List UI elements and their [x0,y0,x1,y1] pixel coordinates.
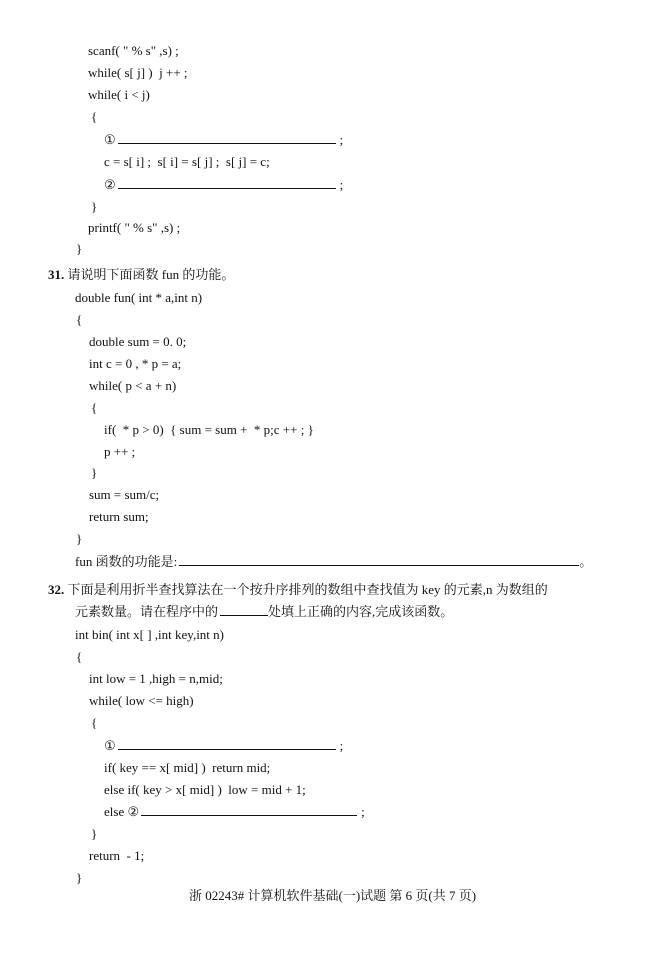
code-brace: } [76,531,83,546]
code-semicolon: ; [339,132,344,147]
blank-prefix: else ② [104,804,140,819]
code-line: p ++ ; [104,444,136,459]
fill-blank-1 [104,131,343,149]
question-32-title [48,581,548,599]
answer-blank [118,737,336,750]
code-line: if( key == x[ mid] ) return mid; [104,760,271,775]
answer-blank [118,131,336,144]
code-line: c = s[ i] ; s[ i] = s[ j] ; s[ j] = c; [104,154,270,169]
code-brace: } [91,826,98,841]
code-semicolon: ; [339,738,344,753]
code-line: while( i < j) [88,87,150,102]
inline-blank [220,603,268,616]
code-line: double sum = 0. 0; [89,334,187,349]
answer-end: 。 [579,554,593,569]
code-line: while( low <= high) [89,693,194,708]
code-brace: } [76,241,83,256]
page-footer: 浙 02243# 计算机软件基础(一)试题 第 6 页(共 7 页) [189,888,477,903]
question-text: 元素数量。请在程序中的 [75,604,219,619]
code-brace: { [91,400,98,415]
code-brace: { [91,715,98,730]
code-line: int bin( int x[ ] ,int key,int n) [75,627,224,642]
code-line: while( p < a + n) [89,378,177,393]
answer-label: fun 函数的功能是: [75,554,178,569]
code-brace: } [91,465,98,480]
code-line: scanf( " % s" ,s) ; [88,43,179,58]
blank-marker: ① [104,132,116,147]
blank-marker: ② [104,177,116,192]
code-brace: { [76,312,83,327]
question-number: 31. [48,267,65,282]
answer-blank [179,553,579,566]
code-brace: { [91,109,98,124]
question-number: 32. [48,582,65,597]
answer-line [75,553,592,571]
code-line: sum = sum/c; [89,487,160,502]
code-semicolon: ; [361,804,365,819]
question-text: 请说明下面函数 fun 的功能。 [67,267,235,282]
code-brace: } [76,870,83,885]
fill-blank-1 [104,737,343,755]
code-line: return - 1; [89,848,145,863]
code-semicolon: ; [339,177,344,192]
answer-blank [141,803,357,816]
blank-marker: ① [104,738,116,753]
code-line: return sum; [89,509,149,524]
code-line: while( s[ j] ) j ++ ; [88,65,188,80]
code-line: if( * p > 0) { sum = sum + * p;c ++ ; } [104,422,314,437]
question-text: 处填上正确的内容,完成该函数。 [268,604,454,619]
fill-blank-2 [104,176,343,194]
code-line: double fun( int * a,int n) [75,290,203,305]
fill-blank-2 [104,803,365,821]
code-line: int c = 0 , * p = a; [89,356,182,371]
code-line: int low = 1 ,high = n,mid; [89,671,223,686]
question-32-title-cont [75,603,453,621]
answer-blank [118,176,336,189]
code-line: else if( key > x[ mid] ) low = mid + 1; [104,782,306,797]
question-31-title [48,266,234,284]
question-text: 下面是利用折半查找算法在一个按升序排列的数组中查找值为 key 的元素,n 为数组的 [67,582,548,597]
code-brace: { [76,649,83,664]
code-line: printf( " % s" ,s) ; [88,220,181,235]
code-brace: } [91,199,98,214]
